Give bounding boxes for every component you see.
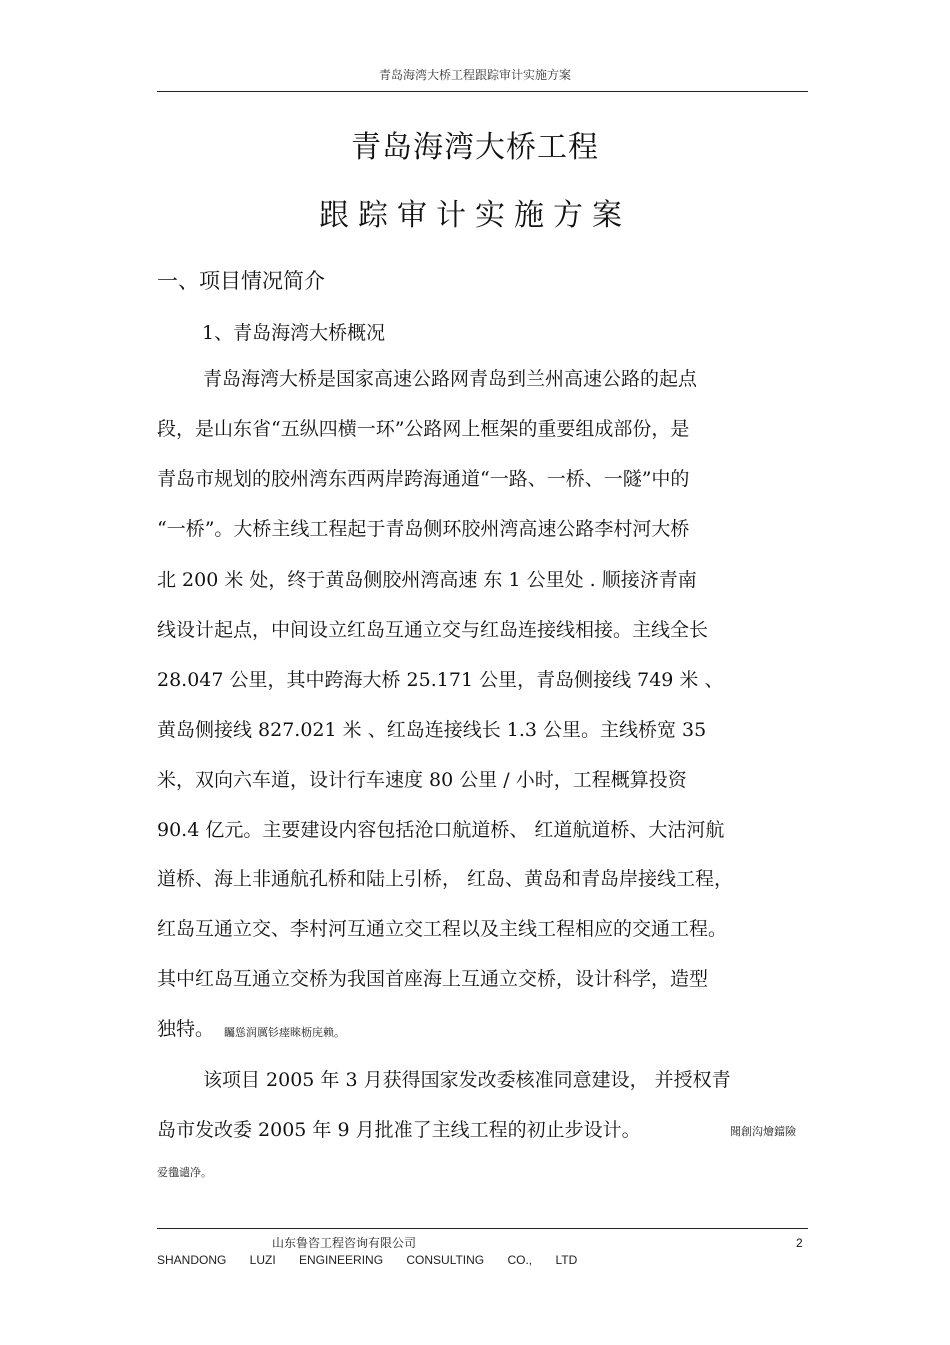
paragraph-1-line: 北 200 米 处，终于黄岛侧胶州湾高速 东 1 公里处 . 顺接济青南 [157, 569, 697, 591]
page-number: 2 [796, 1236, 803, 1250]
paragraph-1-line: 独特。 [157, 1018, 215, 1040]
footer-company-english: SHANDONG LUZI ENGINEERING CONSULTING CO., LTD [157, 1253, 578, 1267]
document-title-line-2: 跟踪审计实施方案 [319, 198, 631, 233]
paragraph-1-line: 90.4 亿元。主要建设内容包括沧口航道桥、 红道航道桥、大沽河航 [157, 819, 725, 841]
paragraph-1-line: 黄岛侧接线 827.021 米 、红岛连接线长 1.3 公里。主线桥宽 35 [157, 719, 707, 741]
paragraph-1-line: “一桥”。大桥主线工程起于青岛侧环胶州湾高速公路李村河大桥 [157, 518, 690, 540]
paragraph-1-trailing-text: 矚慫润厲钐瘗睞枥庑赖。 [224, 1026, 345, 1039]
paragraph-1-line: 28.047 公里，其中跨海大桥 25.171 公里，青岛侧接线 749 米 、 [157, 669, 724, 691]
paragraph-2-line: 该项目 2005 年 3 月获得国家发改委核准同意建设， 并授权青 [203, 1069, 731, 1091]
document-title-line-1: 青岛海湾大桥工程 [351, 130, 599, 165]
paragraph-2-trailing-text: 爱氇谴净。 [157, 1166, 212, 1179]
section-heading: 一、项目情况简介 [157, 269, 325, 293]
paragraph-1-line: 线设计起点，中间设立红岛互通立交与红岛连接线相接。主线全长 [157, 619, 709, 641]
paragraph-2-trailing-text: 聞創沟燴鐺險 [730, 1125, 796, 1138]
paragraph-1-line: 其中红岛互通立交桥为我国首座海上互通立交桥，设计科学，造型 [157, 968, 709, 990]
subsection-heading: 1、青岛海湾大桥概况 [202, 322, 386, 344]
header-divider [157, 91, 808, 92]
paragraph-1-line: 道桥、海上非通航孔桥和陆上引桥， 红岛、黄岛和青岛岸接线工程， [157, 868, 734, 890]
paragraph-1-line: 红岛互通立交、李村河互通立交工程以及主线工程相应的交通工程。 [157, 918, 728, 940]
paragraph-1-line: 段，是山东省“五纵四横一环”公路网上框架的重要组成部份，是 [157, 418, 690, 440]
paragraph-2-line: 岛市发改委 2005 年 9 月批准了主线工程的初止步设计。 [157, 1119, 641, 1141]
paragraph-1-line: 青岛市规划的胶州湾东西两岸跨海通道“一路、一桥、一隧”中的 [157, 468, 690, 490]
footer-divider [157, 1228, 808, 1229]
paragraph-1-line: 青岛海湾大桥是国家高速公路网青岛到兰州高速公路的起点 [203, 368, 698, 390]
footer-company-name: 山东鲁咨工程咨询有限公司 [272, 1236, 417, 1250]
running-header: 青岛海湾大桥工程跟踪审计实施方案 [378, 68, 571, 82]
paragraph-1-line: 米，双向六车道，设计行车速度 80 公里 / 小时，工程概算投资 [157, 769, 687, 791]
